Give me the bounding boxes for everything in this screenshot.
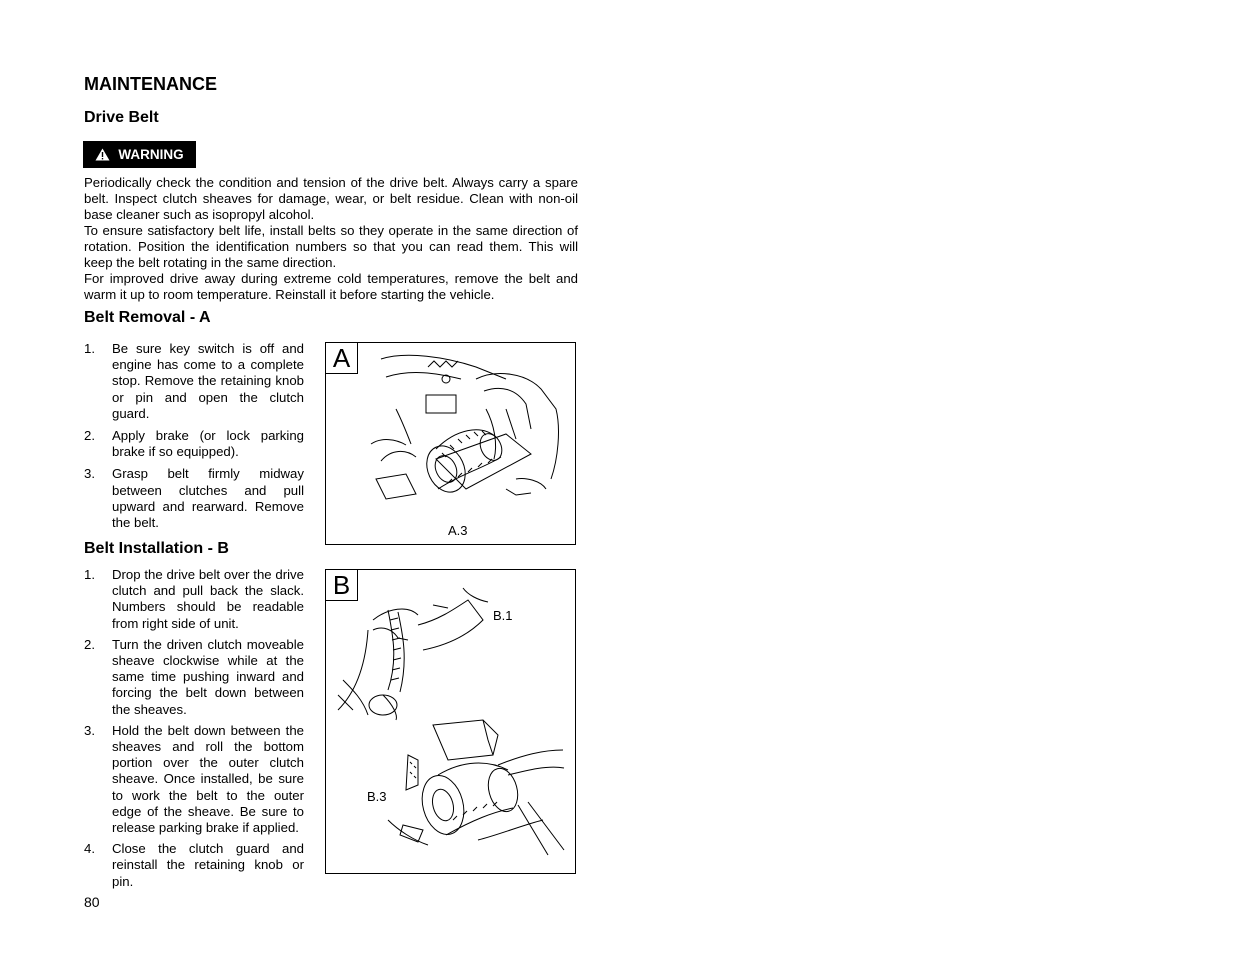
section-title: MAINTENANCE (84, 74, 217, 94)
intro-paragraph: To ensure satisfactory belt life, install belts so they operate in the same direction of rotation. Position the identification numbers so that you can read them. This will keep the belt rotating in the same direction. (84, 223, 578, 270)
list-item (84, 428, 304, 460)
belt-removal-illustration (366, 349, 571, 519)
list-item (84, 723, 304, 836)
step-number: 2. (84, 636, 95, 652)
figure-b (325, 569, 576, 874)
step-number: 3. (84, 722, 95, 738)
belt-installation-title: Belt Installation - B (84, 540, 229, 557)
warning-triangle-icon (95, 148, 110, 161)
step-number: 3. (84, 466, 95, 482)
subsection-title: Drive Belt (84, 109, 159, 126)
figure-b-caption-top: B.1 (493, 608, 513, 623)
step-text: Hold the belt down between the sheaves and roll the bottom portion over the outer clutch sheave. Once installed, be sure to work the belt to the outer edge of the sheave. Be sure to release parking brake if applied. (112, 722, 304, 836)
step-number: 1. (84, 341, 95, 356)
step-number: 2. (84, 428, 95, 444)
belt-removal-steps (84, 341, 304, 531)
figure-a-letter: A (326, 343, 358, 374)
list-item (84, 637, 304, 718)
figure-a (325, 342, 576, 545)
intro-paragraph: For improved drive away during extreme cold temperatures, remove the belt and warm it up to room temperature. Reinstall it before starting the vehicle. (84, 271, 578, 302)
warning-label: WARNING (118, 147, 184, 162)
figure-b-letter: B (326, 570, 358, 601)
step-number: 1. (84, 567, 95, 582)
figure-b-caption-bottom: B.3 (367, 789, 387, 804)
list-item (84, 567, 304, 632)
step-text: Turn the driven clutch moveable sheave clockwise while at the same time pushing inward and forcing the belt down between the sheaves. (112, 636, 304, 717)
intro-paragraph: Periodically check the condition and tension of the drive belt. Always carry a spare belt. Inspect clutch sheaves for damage, wear, or belt residue. Clean with non-oil base cleaner such as isopropyl alcohol. (84, 175, 578, 222)
list-item (84, 841, 304, 890)
step-text: Close the clutch guard and reinstall the retaining knob or pin. (112, 841, 304, 889)
list-item (84, 341, 304, 422)
step-number: 4. (84, 841, 95, 857)
belt-installation-steps (84, 567, 304, 890)
step-text: Apply brake (or lock parking brake if so equipped). (112, 428, 304, 460)
warning-badge (83, 141, 196, 168)
step-text: Grasp belt firmly midway between clutches and pull upward and rearward. Remove the belt. (112, 466, 304, 531)
page-number: 80 (84, 894, 100, 910)
step-text: Drop the drive belt over the drive clutch and pull back the slack. Numbers should be readable from right side of unit. (112, 567, 304, 631)
list-item (84, 466, 304, 531)
figure-a-caption: A.3 (448, 523, 468, 538)
belt-removal-title: Belt Removal - A (84, 309, 211, 326)
belt-installation-illustration (328, 580, 572, 865)
step-text: Be sure key switch is off and engine has come to a complete stop. Remove the retaining knob or pin and open the clutch guard. (112, 341, 304, 421)
